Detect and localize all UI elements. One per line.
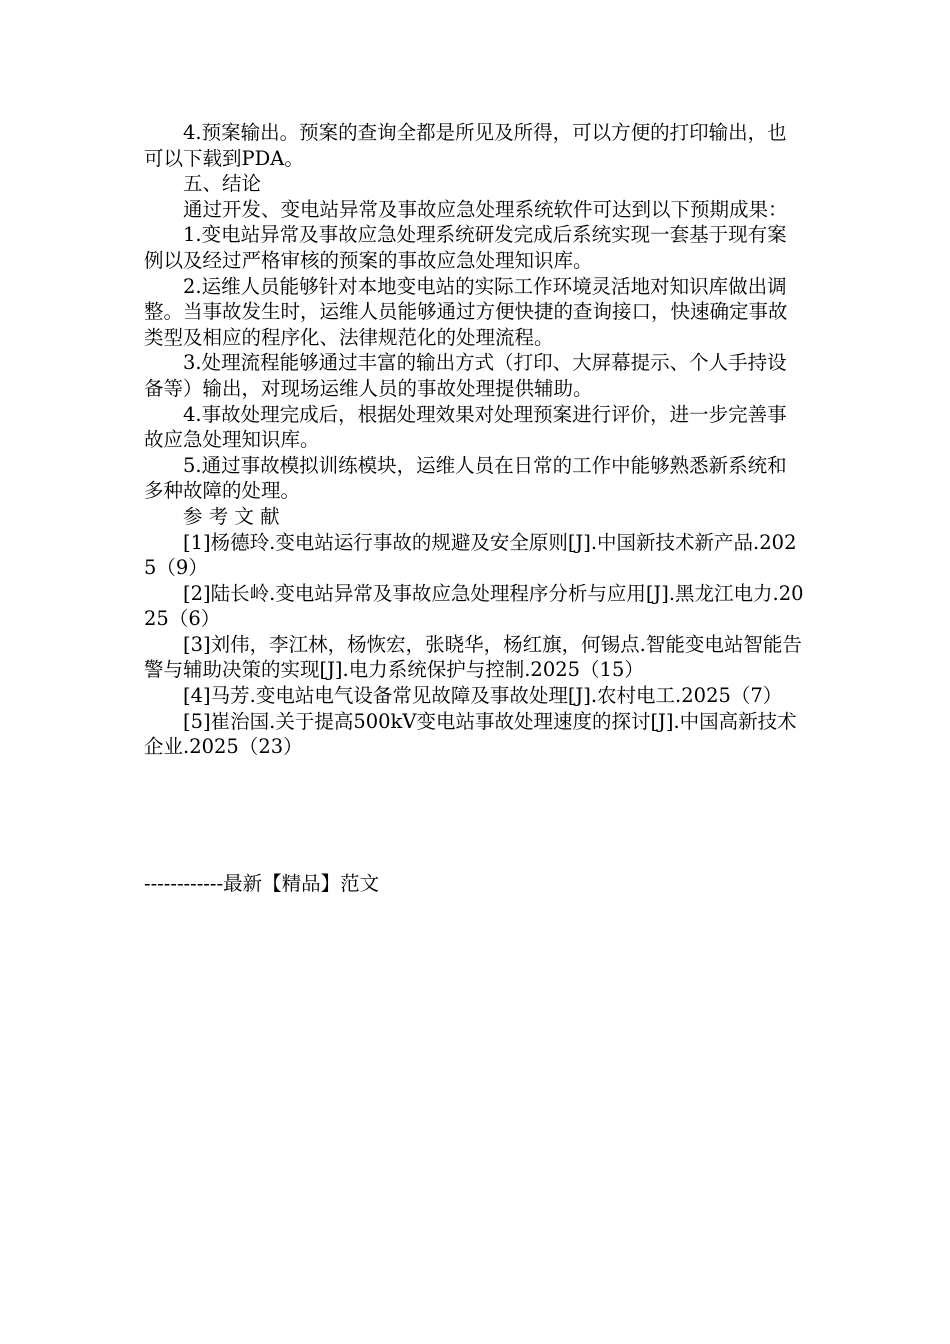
document-body [144, 120, 804, 760]
section-heading-conclusion: 五、结论 [183, 172, 262, 196]
reference-item-5: [5]崔治国.关于提高500kV变电站事故处理速度的探讨[J].中国高新技术企业.2025（23） [144, 709, 797, 759]
paragraph-result-5: 5.通过事故模拟训练模块，运维人员在日常的工作中能够熟悉新系统和多种故障的处理。 [144, 453, 787, 503]
paragraph-result-2: 2.运维人员能够针对本地变电站的实际工作环境灵活地对知识库做出调整。当事故发生时，运维人员能够通过方便快捷的查询接口，快速确定事故类型及相应的程序化、法律规范化的处理流程。 [144, 274, 788, 349]
reference-item-4: [4]马芳.变电站电气设备常见故障及事故处理[J].农村电工.2025（7） [183, 684, 783, 708]
paragraph-conclusion-intro: 通过开发、变电站异常及事故应急处理系统软件可达到以下预期成果： [183, 197, 788, 221]
footer-banner: ------------最新【精品】范文 [144, 872, 380, 895]
paragraph-plan-output: 4.预案输出。预案的查询全都是所见及所得，可以方便的打印输出，也可以下载到PDA。 [144, 121, 787, 170]
paragraph-result-1: 1.变电站异常及事故应急处理系统研发完成后系统实现一套基于现有案例以及经过严格审核的预案的事故应急处理知识库。 [144, 223, 787, 272]
paragraph-result-4: 4.事故处理完成后，根据处理效果对处理预案进行评价，进一步完善事故应急处理知识库。 [144, 402, 787, 452]
reference-item-3: [3]刘伟，李江林，杨恢宏，张晓华，杨红旗，何锡点.智能变电站智能告警与辅助决策的实现[J].电力系统保护与控制.2025（15） [144, 632, 802, 682]
reference-item-1: [1]杨德玲.变电站运行事故的规避及安全原则[J].中国新技术新产品.2025（9） [144, 530, 797, 580]
references-heading: 参 考 文 献 [183, 504, 280, 528]
paragraph-result-3: 3.处理流程能够通过丰富的输出方式（打印、大屏幕提示、个人手持设备等）输出，对现场运维人员的事故处理提供辅助。 [144, 351, 787, 400]
reference-item-2: [2]陆长岭.变电站异常及事故应急处理程序分析与应用[J].黑龙江电力.2025（6） [144, 581, 804, 631]
